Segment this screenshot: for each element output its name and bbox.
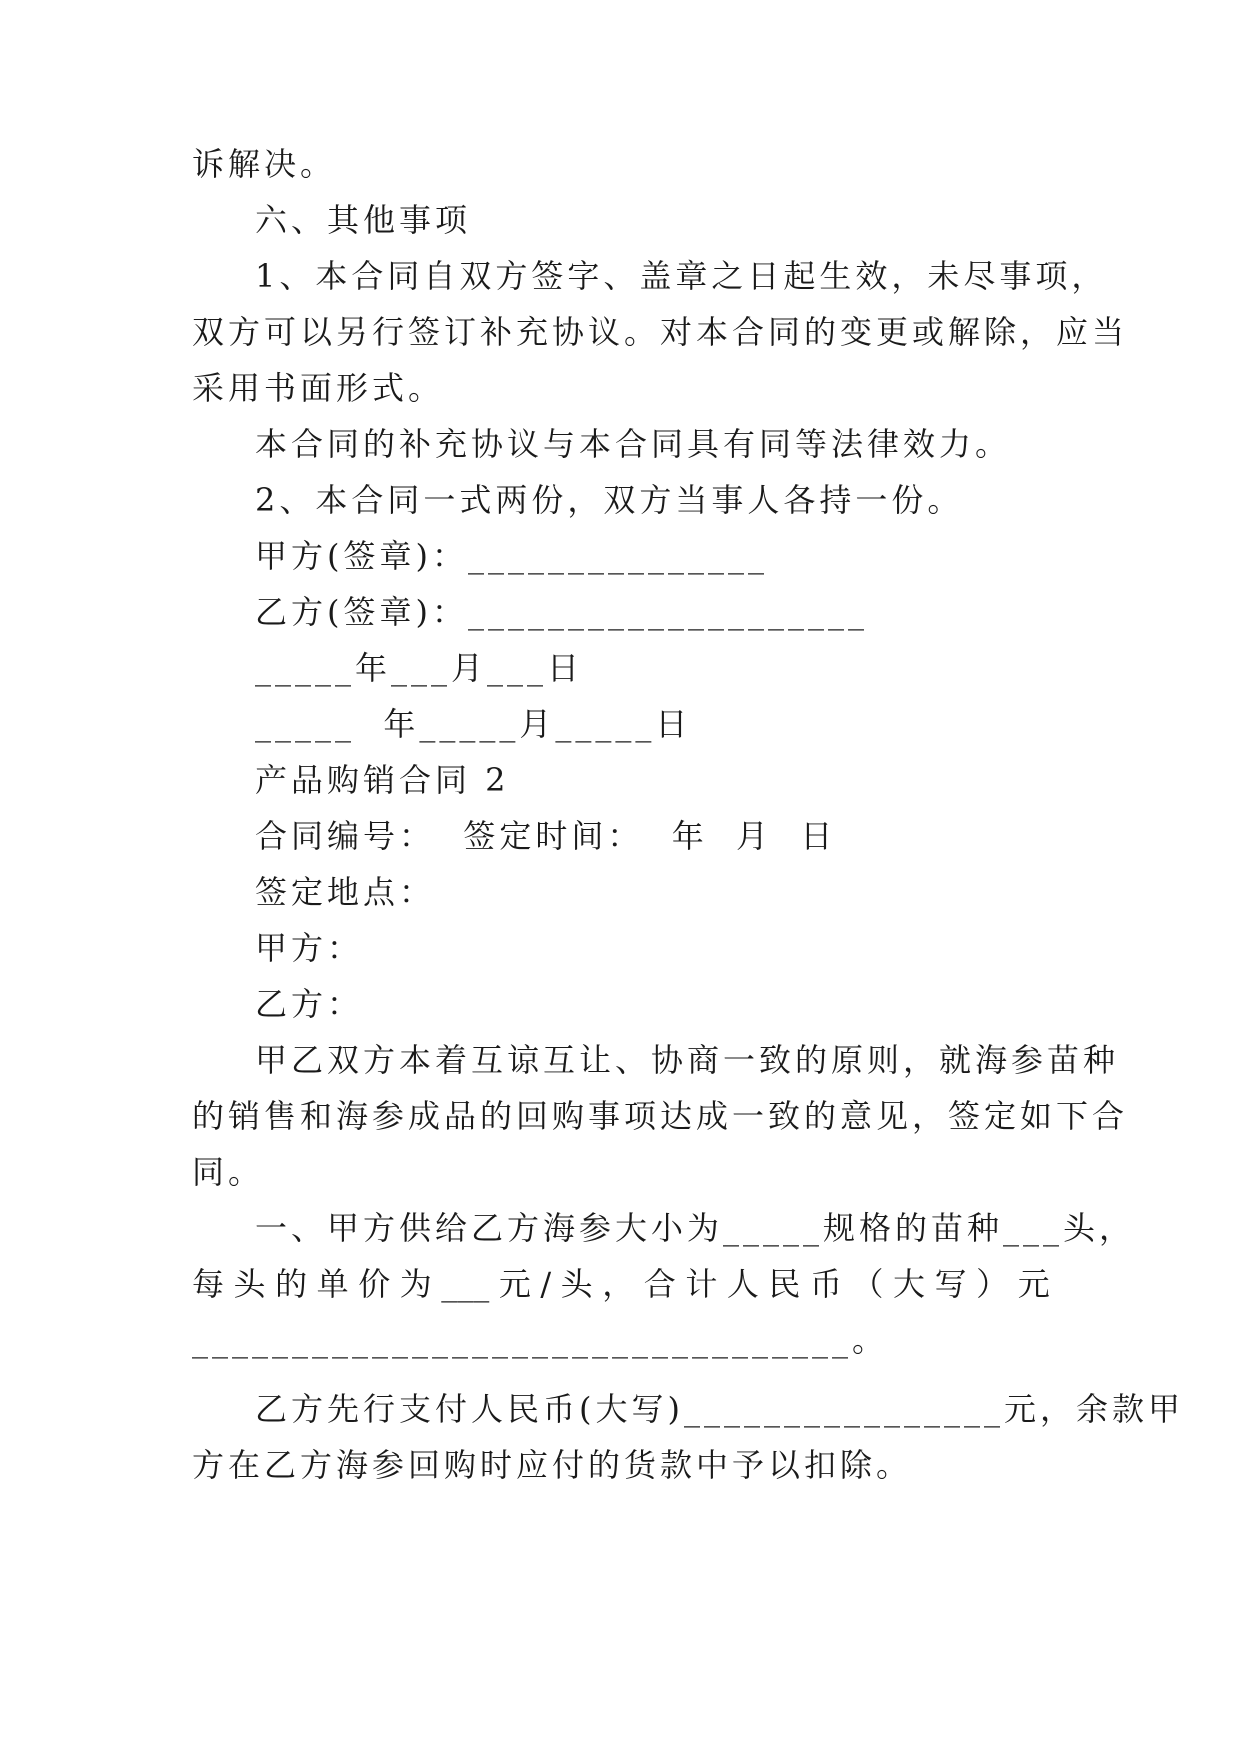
party-a-line: 甲方：	[255, 929, 364, 967]
blank-amount-line: _________________________________。	[192, 1321, 889, 1359]
paragraph-line: 乙方先行支付人民币(大写)________________元，余款甲	[255, 1390, 1184, 1428]
paragraph-line: 的销售和海参成品的回购事项达成一致的意见，签定如下合	[192, 1097, 1129, 1135]
section-heading: 六、其他事项	[255, 201, 472, 239]
date-line: _____ 年_____月_____日	[255, 705, 692, 743]
paragraph-line: 甲乙双方本着互谅互让、协商一致的原则，就海参苗种	[255, 1041, 1120, 1079]
paragraph-line: 双方可以另行签订补充协议。对本合同的变更或解除，应当	[192, 313, 1129, 351]
paragraph-line: 1、本合同自双方签字、盖章之日起生效，未尽事项，	[255, 257, 1108, 295]
paragraph-line: 同。	[192, 1153, 265, 1191]
paragraph-line: 采用书面形式。	[192, 369, 445, 407]
justified-price-line: 每 头 的 单 价 为 ___ 元 / 头 ， 合 计 人 民 币 （ 大 写 ） 元	[192, 1265, 1050, 1303]
contract-number-line: 合同编号： 签定时间： 年 月 日	[255, 817, 837, 855]
signature-line-party-b: 乙方(签章)：____________________	[255, 593, 868, 631]
date-line: _____年___月___日	[255, 649, 584, 687]
paragraph-line: 一、甲方供给乙方海参大小为_____规格的苗种___头，	[255, 1209, 1136, 1247]
document-title: 产品购销合同 2	[255, 761, 510, 799]
signing-place-line: 签定地点：	[255, 873, 436, 911]
paragraph-line: 方在乙方海参回购时应付的货款中予以扣除。	[192, 1446, 913, 1484]
paragraph-line: 2、本合同一式两份，双方当事人各持一份。	[255, 481, 964, 519]
party-b-line: 乙方：	[255, 985, 364, 1023]
paragraph-line: 诉解决。	[192, 145, 337, 183]
signature-line-party-a: 甲方(签章)：_______________	[255, 537, 768, 575]
paragraph-line: 本合同的补充协议与本合同具有同等法律效力。	[255, 425, 1012, 463]
